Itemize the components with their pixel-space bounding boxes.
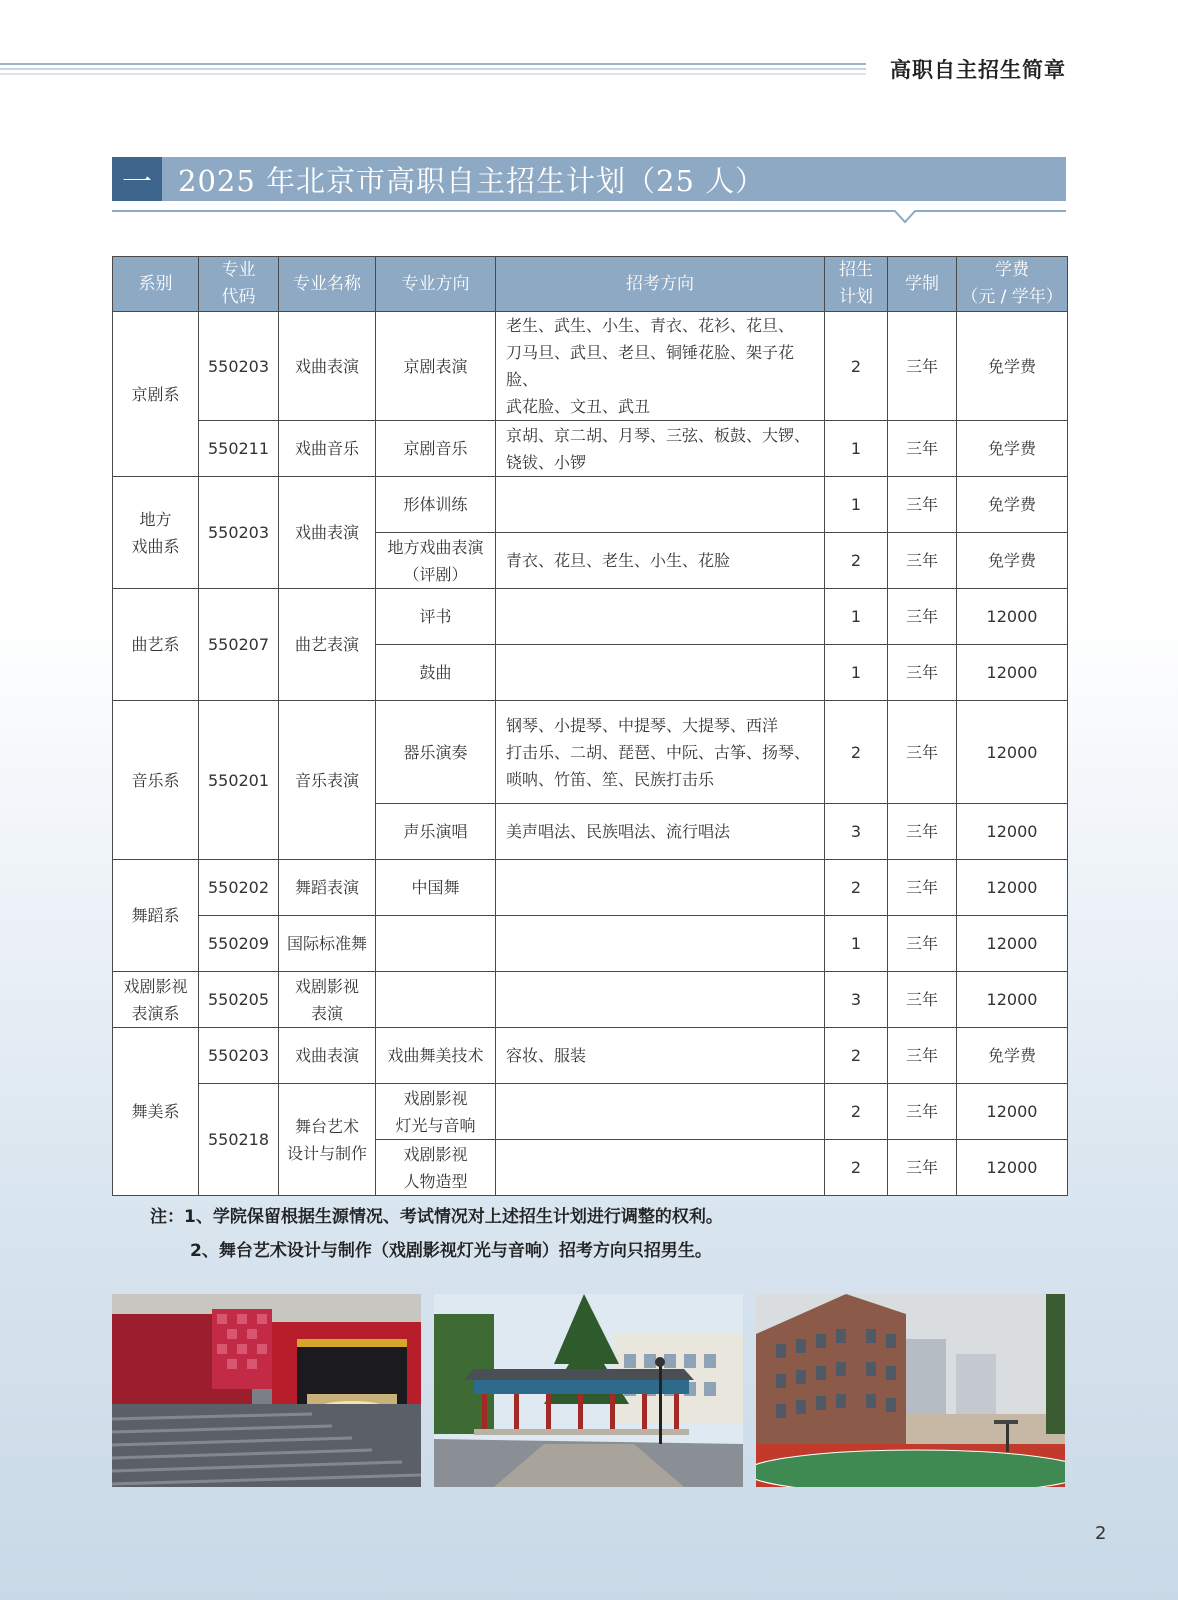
admission-plan-table <box>112 256 1068 1196</box>
section-title: 2025 年北京市高职自主招生计划（25 人） <box>178 163 766 198</box>
table-row: 京剧系 550203 戏曲表演 京剧表演 老生、武生、小生、青衣、花衫、花旦、 刀马旦、武旦、老旦、铜锤花脸、架子花脸、 武花脸、文丑、武丑 2 三年 免学费 <box>113 312 1068 421</box>
header-department: 系别 <box>113 257 199 312</box>
department-cell: 地方 戏曲系 <box>113 477 199 589</box>
exam-cell: 青衣、花旦、老生、小生、花脸 <box>496 533 825 589</box>
section-underline <box>112 210 1066 212</box>
exam-cell: 京胡、京二胡、月琴、三弦、板鼓、大锣、 铙钹、小锣 <box>496 421 825 477</box>
exam-cell <box>496 477 825 533</box>
table-row: 550218 舞台艺术 设计与制作 戏剧影视 灯光与音响 2 三年 12000 <box>113 1084 1068 1140</box>
department-cell: 京剧系 <box>113 312 199 477</box>
table-row: 戏剧影视 人物造型 2 三年 12000 <box>113 1140 1068 1196</box>
table-row: 地方 戏曲系 550203 戏曲表演 形体训练 1 三年 免学费 <box>113 477 1068 533</box>
header-plan: 招生 计划 <box>825 257 888 312</box>
sports-field-photo <box>756 1294 1065 1487</box>
table-row: 550209 国际标准舞 1 三年 12000 <box>113 916 1068 972</box>
table-row: 声乐演唱 美声唱法、民族唱法、流行唱法 3 三年 12000 <box>113 804 1068 860</box>
campus-corridor-photo <box>434 1294 743 1487</box>
header-code: 专业 代码 <box>199 257 279 312</box>
exam-cell: 美声唱法、民族唱法、流行唱法 <box>496 804 825 860</box>
exam-cell: 老生、武生、小生、青衣、花衫、花旦、 刀马旦、武旦、老旦、铜锤花脸、架子花脸、 武花脸、文丑、武丑 <box>496 312 825 421</box>
notes <box>150 1200 723 1268</box>
page-number: 2 <box>1095 1523 1107 1544</box>
exam-cell <box>496 645 825 701</box>
table-row: 舞蹈系 550202 舞蹈表演 中国舞 2 三年 12000 <box>113 860 1068 916</box>
table-row: 鼓曲 1 三年 12000 <box>113 645 1068 701</box>
department-cell: 舞蹈系 <box>113 860 199 972</box>
exam-cell <box>496 1084 825 1140</box>
header-fee: 学费 （元 / 学年） <box>957 257 1068 312</box>
table-row: 550211 戏曲音乐 京剧音乐 京胡、京二胡、月琴、三弦、板鼓、大锣、 铙钹、小锣 1 三年 免学费 <box>113 421 1068 477</box>
header-direction: 专业方向 <box>376 257 496 312</box>
exam-cell <box>496 860 825 916</box>
table-row: 舞美系 550203 戏曲表演 戏曲舞美技术 容妆、服装 2 三年 免学费 <box>113 1028 1068 1084</box>
department-cell: 曲艺系 <box>113 589 199 701</box>
table-row: 音乐系 550201 音乐表演 器乐演奏 钢琴、小提琴、中提琴、大提琴、西洋 打击乐、二胡、琵琶、中阮、古筝、扬琴、 唢呐、竹笛、笙、民族打击乐 2 三年 12000 <box>113 701 1068 804</box>
exam-cell <box>496 916 825 972</box>
table-header-row <box>113 257 1068 312</box>
department-cell: 戏剧影视 表演系 <box>113 972 199 1028</box>
theater-photo <box>112 1294 421 1487</box>
department-cell: 音乐系 <box>113 701 199 860</box>
header-title: 高职自主招生简章 <box>890 57 1066 82</box>
note-1: 注：1、学院保留根据生源情况、考试情况对上述招生计划进行调整的权利。 <box>150 1207 723 1227</box>
table-row: 地方戏曲表演 （评剧） 青衣、花旦、老生、小生、花脸 2 三年 免学费 <box>113 533 1068 589</box>
section-number: 一 <box>112 157 162 201</box>
table-row: 戏剧影视 表演系 550205 戏剧影视 表演 3 三年 12000 <box>113 972 1068 1028</box>
header-decor-lines <box>0 63 866 77</box>
department-cell: 舞美系 <box>113 1028 199 1196</box>
header-years: 学制 <box>888 257 957 312</box>
note-2: 2、舞台艺术设计与制作（戏剧影视灯光与音响）招考方向只招男生。 <box>190 1241 712 1261</box>
exam-cell: 钢琴、小提琴、中提琴、大提琴、西洋 打击乐、二胡、琵琶、中阮、古筝、扬琴、 唢呐、竹笛、笙、民族打击乐 <box>496 701 825 804</box>
exam-cell <box>496 1140 825 1196</box>
exam-cell: 容妆、服装 <box>496 1028 825 1084</box>
section-heading <box>112 157 1066 201</box>
header-exam: 招考方向 <box>496 257 825 312</box>
table-row: 曲艺系 550207 曲艺表演 评书 1 三年 12000 <box>113 589 1068 645</box>
section-arrow-icon <box>894 210 916 224</box>
header-major: 专业名称 <box>279 257 376 312</box>
exam-cell <box>496 589 825 645</box>
exam-cell <box>496 972 825 1028</box>
